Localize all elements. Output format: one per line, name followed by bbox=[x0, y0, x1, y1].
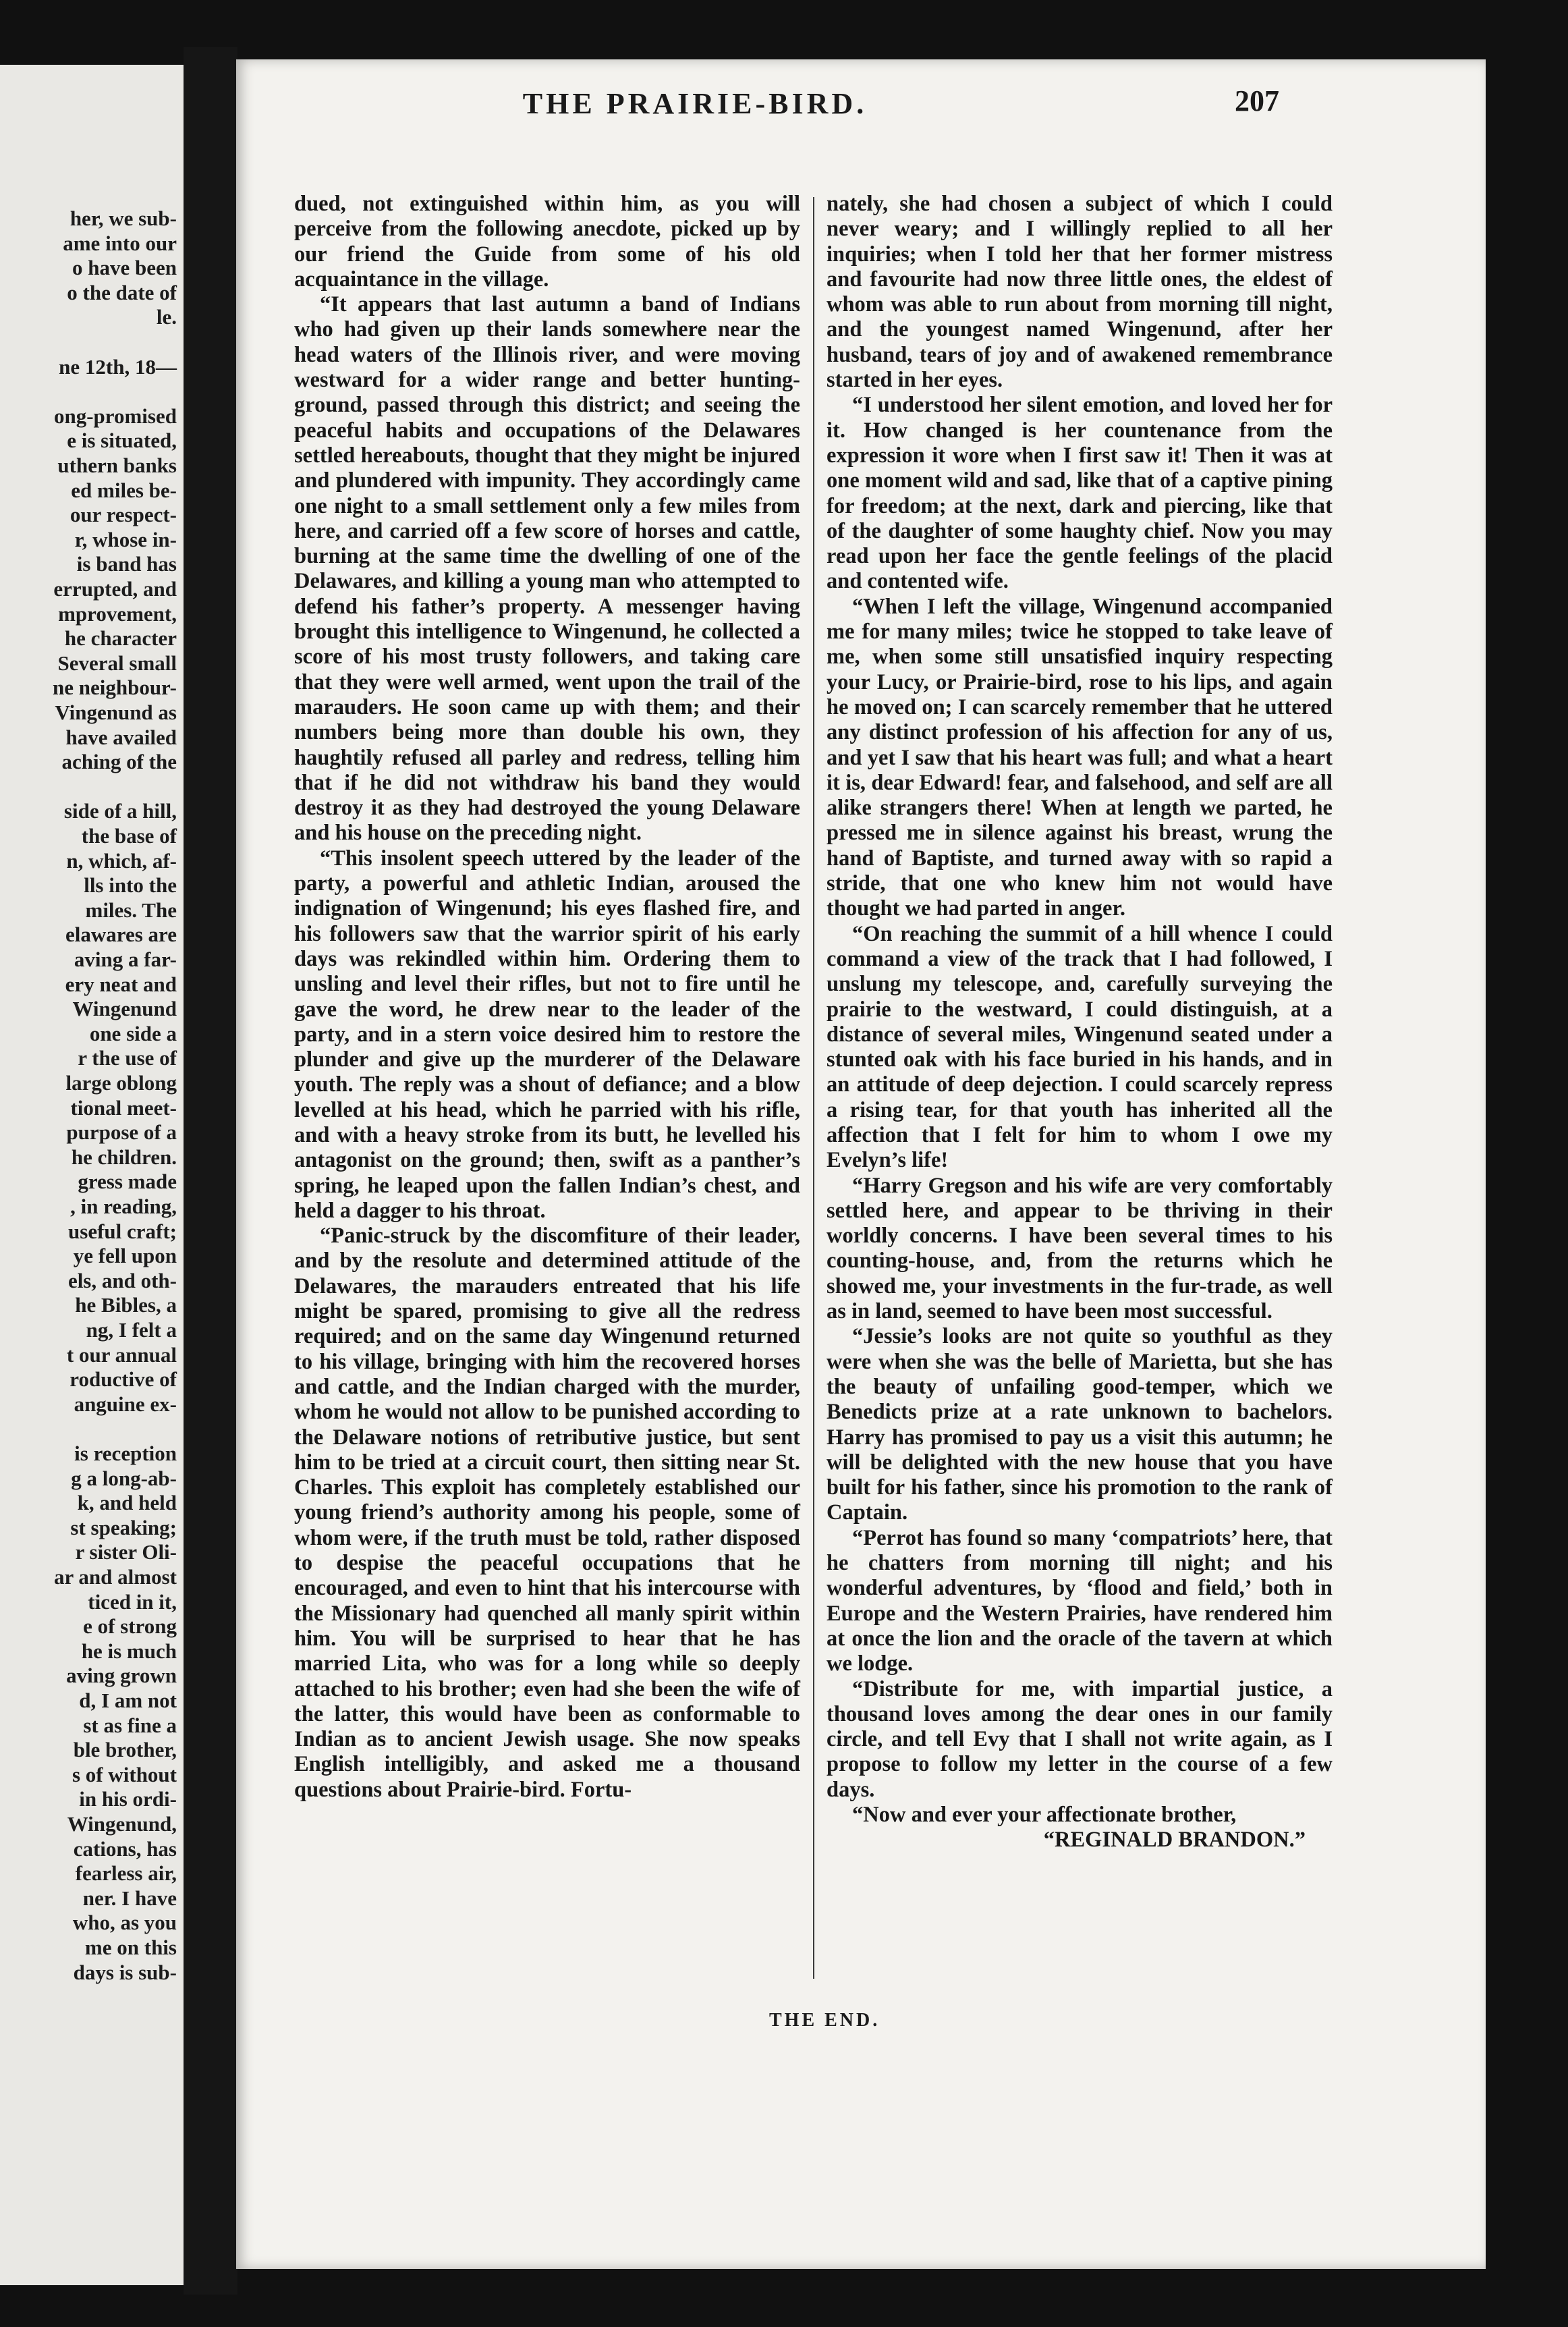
fragment-line: le. bbox=[156, 305, 177, 329]
column-rule bbox=[813, 197, 814, 1979]
fragment-line: Wingenund, bbox=[67, 1812, 177, 1836]
fragment-line: s of without bbox=[72, 1762, 177, 1786]
fragment-line: d, I am not bbox=[79, 1689, 177, 1712]
fragment-line: ong-promised bbox=[53, 404, 177, 428]
fragment-line: o the date of bbox=[67, 280, 177, 304]
fragment-line: ble brother, bbox=[73, 1738, 177, 1762]
text-column-left bbox=[294, 192, 800, 1803]
fragment-line: days is sub- bbox=[73, 1960, 177, 1984]
fragment-line: ye fell upon bbox=[73, 1244, 177, 1268]
fragment-line: who, as you bbox=[72, 1911, 177, 1935]
fragment-line: lls into the bbox=[84, 873, 177, 898]
fragment-line: miles. The bbox=[85, 898, 177, 922]
fragment-line: ng, I felt a bbox=[86, 1318, 177, 1342]
fragment-line: the base of bbox=[81, 824, 177, 848]
fragment-line: large oblong bbox=[65, 1071, 177, 1095]
paragraph: “Now and ever your affectionate brother, bbox=[852, 1803, 1237, 1827]
fragment-line: purpose of a bbox=[66, 1120, 177, 1145]
paragraph: dued, not extinguished within him, as you will perceive from the following anecdote, picked up by our friend the Guide from some of his old acquaintance in the village. bbox=[294, 192, 800, 292]
text-column-right bbox=[827, 192, 1333, 1853]
book-gutter bbox=[184, 47, 237, 2295]
fragment-line: n, which, af- bbox=[66, 848, 177, 873]
the-end-mark: THE END. bbox=[769, 2010, 880, 2031]
page-number: 207 bbox=[1235, 84, 1279, 117]
fragment-line: he children. bbox=[71, 1145, 177, 1169]
paragraph: “It appears that last autumn a band of Indians who had given up their lands somewhere near the head waters of the Illinois river, and were moving westward for a wider range and better hunting-ground, passed through this district; and seeing the peaceful habits and occupations of the Delawares settled hereabouts, thought that they might be injured and plundered with impunity. They accordingly came one night to a small settlement only a few miles from here, and carried off a few score of horses and cattle, burning at the same time the dwelling of one of the Delawares, and killing a young man who attempted to defend his father’s property. A messenger having brought this intelligence to Wingenund, he collected a score of his most trusty followers, and taking care that they were well armed, went upon the trail of the marauders. He soon came up with them; and their numbers being more than double his own, they haughtily refused all parley and redress, telling him that if he did not withdraw his band they would destroy it as they had destroyed the young Delaware and his house on the preceding night. bbox=[294, 292, 800, 846]
fragment-line: fearless air, bbox=[75, 1861, 177, 1886]
fragment-line: ne 12th, 18— bbox=[59, 354, 177, 379]
fragment-line: in his ordi- bbox=[79, 1787, 177, 1811]
fragment-line: o have been bbox=[72, 256, 177, 280]
fragment-line: ne neighbour- bbox=[52, 676, 177, 700]
fragment-line: st speaking; bbox=[70, 1515, 177, 1539]
paragraph: “I understood her silent emotion, and loved her for it. How changed is her countenance from the expression it wore when I first saw it! Then it was at one moment wild and sad, like that of a captive pining for freedom; at the next, dark and piercing, like that of the daughter of some haughty chief. Now you may read upon her face the gentle feelings of the placid and contented wife. bbox=[827, 393, 1333, 594]
fragment-line: uthern banks bbox=[57, 454, 177, 477]
fragment-line: t our annual bbox=[66, 1342, 177, 1367]
fragment-line: roductive of bbox=[69, 1367, 177, 1392]
fragment-line: elawares are bbox=[65, 923, 177, 947]
paragraph: “When I left the village, Wingenund accompanied me for many miles; twice he stopped to take leave of me, when some still unsatisfied inquiry respecting your Lucy, or Prairie-bird, rose to his lips, and again he moved on; I can scarcely remember that he uttered any distinct profession of his affection for any of us, and yet I saw that his heart was full; and what a heart it is, dear Edward! fear, and falsehood, and self are all alike strangers there! When at length we parted, he pressed me in silence against his breast, wrung the hand of Baptiste, and turned away with so rapid a stride, that one who knew him not would have thought we had parted in anger. bbox=[827, 594, 1333, 921]
paragraph: “Harry Gregson and his wife are very comfortably settled here, and appear to be thriving in their worldly concerns. I have been several times to his counting-house, and, from the returns which he showed me, your investments in the fur-trade, as well as in land, seemed to have been most successful. bbox=[827, 1173, 1333, 1324]
fragment-line: one side a bbox=[89, 1021, 177, 1045]
paragraph: nately, she had chosen a subject of which I could never weary; and I willingly replied to all her inquiries; when I told her that her former mistress and favourite had now three little ones, the eldest of whom was able to run about from morning till night, and the youngest named Wingenund, after her husband, tears of joy and of awakened remembrance started in her eyes. bbox=[827, 192, 1333, 393]
fragment-line: ar and almost bbox=[53, 1565, 177, 1589]
fragment-line: useful craft; bbox=[68, 1219, 177, 1243]
paragraph: “Panic-struck by the discomfiture of their leader, and by the resolute and determined attitude of the Delawares, the marauders entreated that his life might be spared, promising to give all the redress required; and on the same day Wingenund returned to his village, bringing with him the recovered horses and cattle, and the Indian charged with the murder, whom he would not allow to be punished according to the Delaware notions of retributive justice, but sent him to be tried at a circuit court, then sitting near St. Charles. This exploit has completely established our young friend’s authority among his people, some of whom were, if the truth must be told, rather disposed to despise the peaceful occupations that he encouraged, and even to hint that his intercourse with the Missionary had quenched all manly spirit within him. You will be surprised to hear that he has married Lita, who was for a long while so deeply attached to his brother; even had she been the wife of the latter, this would have been as conformable to Indian as to ancient Jewish usage. She now speaks English intelligibly, and asked me a thousand questions about Prairie-bird. Fortu- bbox=[294, 1224, 800, 1802]
fragment-line: side of a hill, bbox=[63, 799, 177, 823]
fragment-line: e is situated, bbox=[67, 429, 177, 453]
fragment-line: have availed bbox=[65, 725, 177, 749]
fragment-line: e of strong bbox=[83, 1614, 177, 1639]
fragment-line: r, whose in- bbox=[74, 527, 177, 551]
fragment-line: her, we sub- bbox=[69, 207, 177, 230]
fragment-line: tional meet- bbox=[70, 1095, 177, 1120]
fragment-line: aving a far- bbox=[74, 948, 177, 971]
fragment-line: me on this bbox=[84, 1936, 177, 1959]
paragraph: “On reaching the summit of a hill whence I could command a view of the track that I had followed, I unslung my telescope, and, carefully surveying the prairie to the westward, I could distinguish, at a distance of several miles, Wingenund seated under a stunted oak with his face buried in his hands, and in an attitude of deep dejection. I could scarcely repress a rising tear, for that youth has inherited all the affection that I felt for him to whom I owe my Evelyn’s life! bbox=[827, 921, 1333, 1173]
signature: “REGINALD BRANDON.” bbox=[1043, 1828, 1306, 1853]
fragment-line: ticed in it, bbox=[88, 1589, 177, 1614]
fragment-line: he character bbox=[64, 626, 177, 651]
fragment-line: r sister Oli- bbox=[75, 1540, 177, 1564]
fragment-line: mprovement, bbox=[58, 601, 177, 626]
fragment-line: ery neat and bbox=[65, 972, 177, 996]
running-title: THE PRAIRIE-BIRD. bbox=[522, 87, 868, 120]
fragment-line: ed miles be- bbox=[71, 478, 177, 502]
fragment-line: Wingenund bbox=[72, 997, 177, 1021]
paragraph: “Perrot has found so many ‘compatriots’ here, that he chatters from morning till night; and his wonderful adventures, by ‘flood and field,’ both in Europe and the Western Prairies, have rendered him at once the lion and the oracle of the tavern at which we lodge. bbox=[827, 1525, 1333, 1676]
fragment-line: st as fine a bbox=[83, 1713, 177, 1737]
fragment-line: ame into our bbox=[63, 231, 177, 255]
fragment-line: Several small bbox=[57, 651, 177, 675]
fragment-line: is band has bbox=[76, 552, 177, 576]
fragment-line: is reception bbox=[74, 1442, 177, 1465]
fragment-line: gress made bbox=[78, 1170, 177, 1194]
fragment-line: anguine ex- bbox=[74, 1392, 177, 1416]
fragment-line: r the use of bbox=[78, 1046, 177, 1070]
fragment-line: els, and oth- bbox=[67, 1268, 177, 1292]
fragment-line: ner. I have bbox=[82, 1886, 177, 1910]
facing-page-fragment bbox=[0, 65, 184, 2285]
paragraph: “This insolent speech uttered by the leader of the party, a powerful and athletic Indian, aroused the indignation of Wingenund; his eyes flashed fire, and his followers saw that the warrior spirit of his early days was rekindled within him. Ordering them to unsling and level their rifles, but not to fire until he gave the word, he drew near to the leader of the party, and in a stern voice desired him to restore the plunder and give up the murderer of the Delaware youth. The reply was a shout of defiance; and a blow levelled at his head, which he parried with his rifle, and with a heavy stroke from its butt, he levelled his antagonist on the ground; then, swift as a panther’s spring, he leaped upon the fallen Indian’s chest, and held a dagger to his throat. bbox=[294, 846, 800, 1223]
fragment-line: Vingenund as bbox=[55, 701, 177, 724]
fragment-line: g a long-ab- bbox=[71, 1466, 177, 1490]
fragment-line: , in reading, bbox=[70, 1195, 177, 1218]
fragment-line: our respect- bbox=[69, 503, 177, 527]
fragment-line: he is much bbox=[81, 1639, 177, 1663]
fragment-line: k, and held bbox=[77, 1491, 177, 1515]
fragment-line: cations, has bbox=[73, 1836, 177, 1861]
fragment-line: aching of the bbox=[61, 750, 177, 774]
fragment-line: aving grown bbox=[66, 1664, 177, 1688]
fragment-line: he Bibles, a bbox=[75, 1293, 177, 1317]
paragraph: “Distribute for me, with impartial justice, a thousand loves among the dear ones in our family circle, and tell Evy that I shall not write again, as I propose to follow my letter in the course of a few days. bbox=[827, 1676, 1333, 1802]
paragraph: “Jessie’s looks are not quite so youthful as they were when she was the belle of Marietta, but she has the beauty of unfailing good-temper, which we Benedicts prize at a rate unknown to bachelors. Harry has promised to pay us a visit this autumn; he will be delighted with the new house that you have built for his father, since his promotion to the rank of Captain. bbox=[827, 1324, 1333, 1525]
fragment-line: errupted, and bbox=[53, 577, 177, 601]
